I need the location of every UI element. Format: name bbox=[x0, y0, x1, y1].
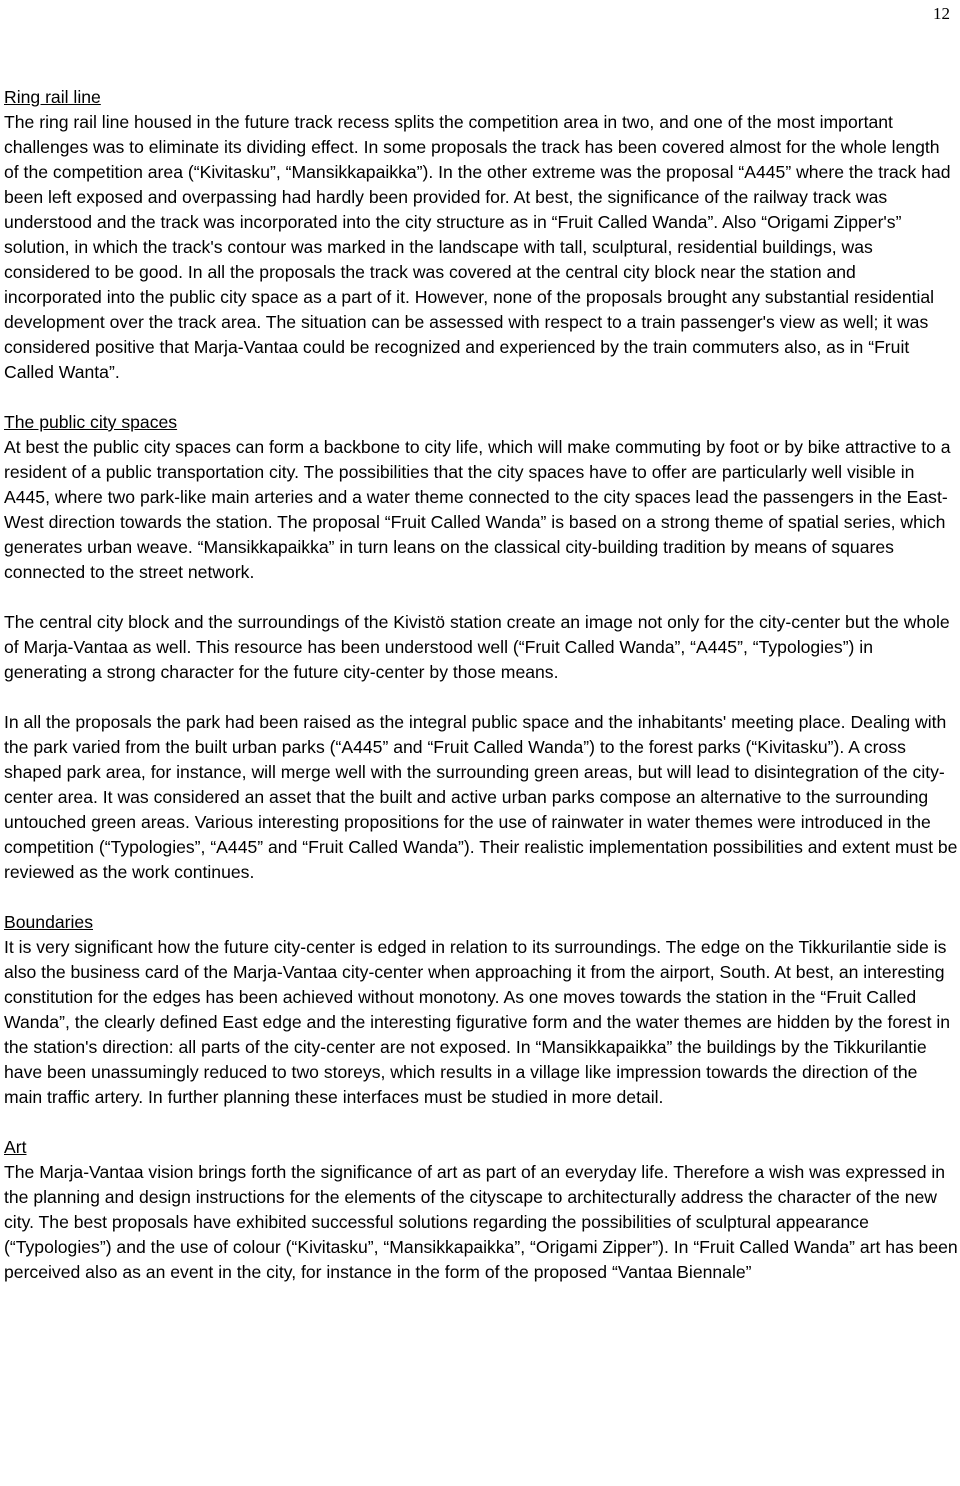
section-heading: The public city spaces bbox=[4, 412, 178, 432]
paragraph-spacer bbox=[4, 1110, 958, 1135]
section-heading: Art bbox=[4, 1137, 27, 1157]
paragraph: The ring rail line housed in the future track recess splits the competition area in two, and one of the most important challenges was to eliminate its dividing effect. In some proposals the track has been covered almost for the whole length of the competition area (“Kivitasku”, “Mansikkapaikka”). In the other extreme was the proposal “A445” where the track had been left exposed and overpassing had hardly been provided for. At best, the significance of the railway track was understood and the track was incorporated into the city structure as in “Fruit Called Wanda”. Also “Origami Zipper's” solution, in which the track's contour was marked in the landscape with tall, sculptural, residential buildings, was considered to be good. In all the proposals the track was covered at the central city block near the station and incorporated into the public city space as a part of it. However, none of the proposals brought any substantial residential development over the track area. The situation can be assessed with respect to a train passenger's view as well; it was considered positive that Marja-Vantaa could be recognized and experienced by the train commuters also, as in “Fruit Called Wanta”. bbox=[4, 112, 951, 382]
paragraph: The central city block and the surroundings of the Kivistö station create an image not only for the city-center but the whole of Marja-Vantaa as well. This resource has been understood well (“Fruit Called Wanda”, “A445”, “Typologies”) in generating a strong character for the future city-center by those means. bbox=[4, 612, 950, 682]
paragraph: In all the proposals the park had been raised as the integral public space and the inhabitants' meeting place. Dealing with the park varied from the built urban parks (“A445” and “Fruit Called Wanda”) to the forest parks (“Kivitasku”). A cross shaped park area, for instance, will merge well with the surrounding green areas, but will lead to disintegration of the city-center area. It was considered an asset that the built and active urban parks compose an alternative to the surrounding untouched green areas. Various interesting propositions for the use of rainwater in water themes were introduced in the competition (“Typologies”, “A445” and “Fruit Called Wanda”). Their realistic implementation possibilities and extent must be reviewed as the work continues. bbox=[4, 712, 958, 882]
paragraph-spacer bbox=[4, 685, 958, 710]
page-number: 12 bbox=[933, 4, 950, 23]
section-public-city-spaces bbox=[4, 410, 958, 885]
paragraph: At best the public city spaces can form a backbone to city life, which will make commuting by foot or by bike attractive to a resident of a public transportation city. The possibilities that the city spaces have to offer are particularly well visible in A445, where two park-like main arteries and a water theme connected to the city spaces lead the passengers in the East-West direction towards the station. The proposal “Fruit Called Wanda” is based on a strong theme of spatial series, which generates urban weave. “Mansikkapaikka” in turn leans on the classical city-building tradition by means of squares connected to the street network. bbox=[4, 437, 951, 582]
section-art bbox=[4, 1135, 958, 1285]
paragraph: It is very significant how the future city-center is edged in relation to its surroundings. The edge on the Tikkurilantie side is also the business card of the Marja-Vantaa city-center when approaching it from the airport, South. At best, an interesting constitution for the edges has been achieved without monotony. As one moves towards the station in the “Fruit Called Wanda”, the clearly defined East edge and the interesting figurative form and the water themes are hidden by the forest in the station's direction: all parts of the city-center are not exposed. In “Mansikkapaikka” the buildings by the Tikkurilantie have been unassumingly reduced to two storeys, which results in a village like impression towards the direction of the main traffic artery. In further planning these interfaces must be studied in more detail. bbox=[4, 937, 951, 1107]
section-heading: Boundaries bbox=[4, 912, 94, 932]
paragraph-spacer bbox=[4, 385, 958, 410]
paragraph-spacer bbox=[4, 885, 958, 910]
section-ring-rail-line bbox=[4, 85, 958, 385]
document-body bbox=[4, 85, 958, 1285]
section-heading: Ring rail line bbox=[4, 87, 101, 107]
section-boundaries bbox=[4, 910, 958, 1110]
paragraph: The Marja-Vantaa vision brings forth the significance of art as part of an everyday life. Therefore a wish was expressed in the planning and design instructions for the elements of the cityscape to architecturally address the character of the new city. The best proposals have exhibited successful solutions regarding the possibilities of sculptural appearance (“Typologies”) and the use of colour (“Kivitasku”, “Mansikkapaikka”, “Origami Zipper”). In “Fruit Called Wanda” art has been perceived also as an event in the city, for instance in the form of the proposed “Vantaa Biennale” bbox=[4, 1162, 958, 1282]
paragraph-spacer bbox=[4, 585, 958, 610]
